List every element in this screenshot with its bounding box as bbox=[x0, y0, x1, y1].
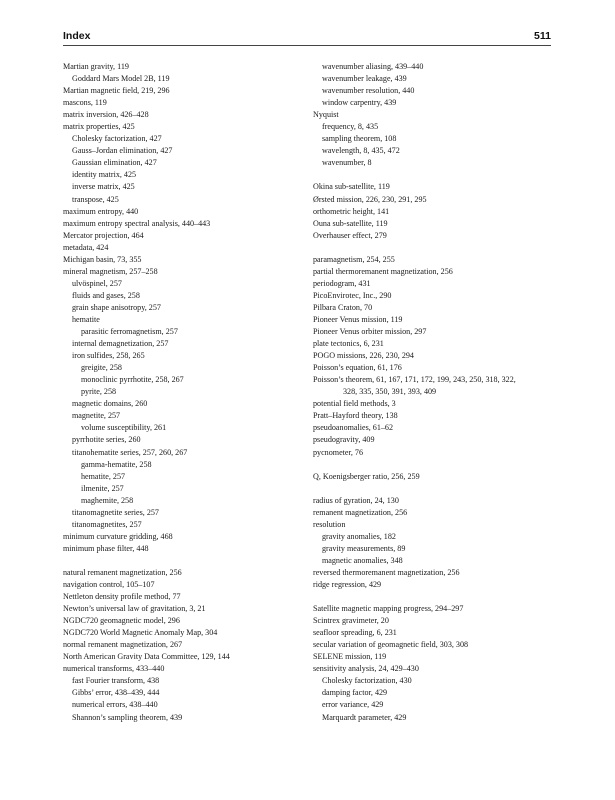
index-subentry: Shannon’s sampling theorem, 439 bbox=[72, 712, 183, 722]
index-entry: seafloor spreading, 6, 231 bbox=[313, 628, 397, 638]
index-entry: Ørsted mission, 226, 230, 291, 295 bbox=[313, 194, 427, 204]
index-entry: Ouna sub-satellite, 119 bbox=[313, 218, 388, 228]
index-subentry: titanomagnetites, 257 bbox=[72, 519, 142, 529]
index-entry: Pratt–Hayford theory, 138 bbox=[313, 411, 398, 421]
index-entry: mascons, 119 bbox=[63, 98, 107, 108]
index-entry: matrix inversion, 426–428 bbox=[63, 110, 149, 120]
index-subentry: fluids and gases, 258 bbox=[72, 290, 140, 300]
index-subentry: gravity measurements, 89 bbox=[322, 543, 406, 553]
index-entry: POGO missions, 226, 230, 294 bbox=[313, 351, 414, 361]
index-entry: Martian magnetic field, 219, 296 bbox=[63, 86, 170, 96]
index-entry: Pilbara Craton, 70 bbox=[313, 302, 373, 312]
index-entry: Q, Koenigsberger ratio, 256, 259 bbox=[313, 471, 420, 481]
index-subentry: inverse matrix, 425 bbox=[72, 182, 135, 192]
index-subentry: wavenumber, 8 bbox=[322, 158, 372, 168]
index-entry: periodogram, 431 bbox=[313, 278, 371, 288]
index-subentry: Goddard Mars Model 2B, 119 bbox=[72, 74, 170, 84]
index-entry: Newton’s universal law of gravitation, 3, 21 bbox=[63, 604, 206, 614]
index-entry: Satellite magnetic mapping progress, 294–297 bbox=[313, 604, 464, 614]
index-column-right bbox=[313, 61, 553, 724]
index-entry: reversed thermoremanent magnetization, 256 bbox=[313, 567, 460, 577]
index-entry: Poisson’s equation, 61, 176 bbox=[313, 363, 402, 373]
index-entry: partial thermoremanent magnetization, 256 bbox=[313, 266, 453, 276]
index-subsubentry: volume susceptibility, 261 bbox=[81, 423, 167, 433]
index-entry: metadata, 424 bbox=[63, 242, 109, 252]
index-subentry: window carpentry, 439 bbox=[322, 98, 397, 108]
index-subentry: Gauss–Jordan elimination, 427 bbox=[72, 146, 173, 156]
section-gap bbox=[313, 459, 553, 471]
index-entry: NGDC720 geomagnetic model, 296 bbox=[63, 616, 180, 626]
index-subentry: ulvöspinel, 257 bbox=[72, 278, 122, 288]
index-subentry: Gaussian elimination, 427 bbox=[72, 158, 157, 168]
index-subentry: magnetite, 257 bbox=[72, 411, 121, 421]
index-subentry: pyrrhotite series, 260 bbox=[72, 435, 141, 445]
header-rule bbox=[63, 45, 551, 46]
index-entry: Martian gravity, 119 bbox=[63, 62, 129, 71]
index-subentry: wavenumber leakage, 439 bbox=[322, 74, 407, 84]
index-column-left bbox=[63, 61, 298, 724]
index-subentry: wavelength, 8, 435, 472 bbox=[322, 146, 400, 156]
index-entry: sensitivity analysis, 24, 429–430 bbox=[313, 664, 419, 674]
index-entry: navigation control, 105–107 bbox=[63, 580, 155, 590]
index-subentry: Marquardt parameter, 429 bbox=[322, 712, 407, 722]
index-entry: matrix properties, 425 bbox=[63, 122, 135, 132]
index-entry: resolution bbox=[313, 519, 346, 529]
index-entry: minimum phase filter, 448 bbox=[63, 543, 149, 553]
index-subsubentry: parasitic ferromagnetism, 257 bbox=[81, 327, 178, 337]
index-subentry: numerical errors, 438–440 bbox=[72, 700, 158, 710]
index-subentry: frequency, 8, 435 bbox=[322, 122, 379, 132]
index-entry: North American Gravity Data Committee, 129, 144 bbox=[63, 652, 230, 662]
section-gap bbox=[63, 555, 298, 567]
index-entry: normal remanent magnetization, 267 bbox=[63, 640, 183, 650]
index-subentry: damping factor, 429 bbox=[322, 688, 388, 698]
index-subentry: grain shape anisotropy, 257 bbox=[72, 302, 161, 312]
index-entry: potential field methods, 3 bbox=[313, 399, 396, 409]
index-entry: pseudogravity, 409 bbox=[313, 435, 375, 445]
index-subentry: wavenumber resolution, 440 bbox=[322, 86, 415, 96]
index-subentry: hematite bbox=[72, 314, 100, 324]
index-subentry: identity matrix, 425 bbox=[72, 170, 137, 180]
index-entry: Nettleton density profile method, 77 bbox=[63, 592, 181, 602]
index-subentry: fast Fourier transform, 438 bbox=[72, 676, 160, 686]
index-entry-continuation: 328, 335, 350, 391, 393, 409 bbox=[343, 387, 437, 397]
index-entry: Overhauser effect, 279 bbox=[313, 230, 387, 240]
index-subsubentry: gamma-hematite, 258 bbox=[81, 459, 152, 469]
index-entry: radius of gyration, 24, 130 bbox=[313, 495, 399, 505]
index-entry: Okina sub-satellite, 119 bbox=[313, 182, 390, 192]
index-entry: pseudoanomalies, 61–62 bbox=[313, 423, 394, 433]
index-subentry: Cholesky factorization, 427 bbox=[72, 134, 162, 144]
index-subentry: Cholesky factorization, 430 bbox=[322, 676, 412, 686]
index-subsubentry: ilmenite, 257 bbox=[81, 483, 124, 493]
index-subentry: wavenumber aliasing, 439–440 bbox=[322, 62, 424, 71]
running-header-title: Index bbox=[63, 30, 91, 42]
index-entry: mineral magnetism, 257–258 bbox=[63, 266, 158, 276]
index-subsubentry: hematite, 257 bbox=[81, 471, 126, 481]
page-number: 511 bbox=[534, 30, 551, 42]
index-entry: numerical transforms, 433–440 bbox=[63, 664, 165, 674]
index-entry: ridge regression, 429 bbox=[313, 580, 382, 590]
section-gap bbox=[313, 591, 553, 603]
index-entry: pycnometer, 76 bbox=[313, 447, 364, 457]
index-entry: plate tectonics, 6, 231 bbox=[313, 339, 384, 349]
index-entry: maximum entropy, 440 bbox=[63, 206, 139, 216]
index-entry: PicoEnvirotec, Inc., 290 bbox=[313, 290, 392, 300]
index-entry: Pioneer Venus orbiter mission, 297 bbox=[313, 327, 427, 337]
index-subentry: transpose, 425 bbox=[72, 194, 119, 204]
index-subentry: Gibbs’ error, 438–439, 444 bbox=[72, 688, 160, 698]
index-entry: paramagnetism, 254, 255 bbox=[313, 254, 395, 264]
section-gap bbox=[313, 169, 553, 181]
index-entry: maximum entropy spectral analysis, 440–443 bbox=[63, 218, 211, 228]
index-subentry: iron sulfides, 258, 265 bbox=[72, 351, 145, 361]
index-entry: Poisson’s theorem, 61, 167, 171, 172, 199, 243, 250, 318, 322, bbox=[313, 375, 516, 385]
index-subentry: titanomagnetite series, 257 bbox=[72, 507, 159, 517]
index-entry: Scintrex gravimeter, 20 bbox=[313, 616, 389, 626]
index-subentry: gravity anomalies, 182 bbox=[322, 531, 396, 541]
index-entry: Nyquist bbox=[313, 110, 339, 120]
index-subentry: titanohematite series, 257, 260, 267 bbox=[72, 447, 188, 457]
index-subentry: magnetic domains, 260 bbox=[72, 399, 148, 409]
index-subentry: error variance, 429 bbox=[322, 700, 384, 710]
index-subsubentry: maghemite, 258 bbox=[81, 495, 134, 505]
index-entry: minimum curvature gridding, 468 bbox=[63, 531, 173, 541]
index-subentry: sampling theorem, 108 bbox=[322, 134, 397, 144]
index-entry: NGDC720 World Magnetic Anomaly Map, 304 bbox=[63, 628, 218, 638]
index-subsubentry: pyrite, 258 bbox=[81, 387, 117, 397]
section-gap bbox=[313, 242, 553, 254]
index-entry: Pioneer Venus mission, 119 bbox=[313, 314, 403, 324]
index-subentry: internal demagnetization, 257 bbox=[72, 339, 169, 349]
index-entry: Michigan basin, 73, 355 bbox=[63, 254, 142, 264]
index-subsubentry: greigite, 258 bbox=[81, 363, 122, 373]
index-entry: remanent magnetization, 256 bbox=[313, 507, 408, 517]
index-entry: secular variation of geomagnetic field, 303, 308 bbox=[313, 640, 469, 650]
index-entry: Mercator projection, 464 bbox=[63, 230, 144, 240]
index-entry: orthometric height, 141 bbox=[313, 206, 390, 216]
index-entry: natural remanent magnetization, 256 bbox=[63, 567, 182, 577]
section-gap bbox=[313, 483, 553, 495]
index-entry: SELENE mission, 119 bbox=[313, 652, 387, 662]
index-subsubentry: monoclinic pyrrhotite, 258, 267 bbox=[81, 375, 184, 385]
index-subentry: magnetic anomalies, 348 bbox=[322, 555, 403, 565]
